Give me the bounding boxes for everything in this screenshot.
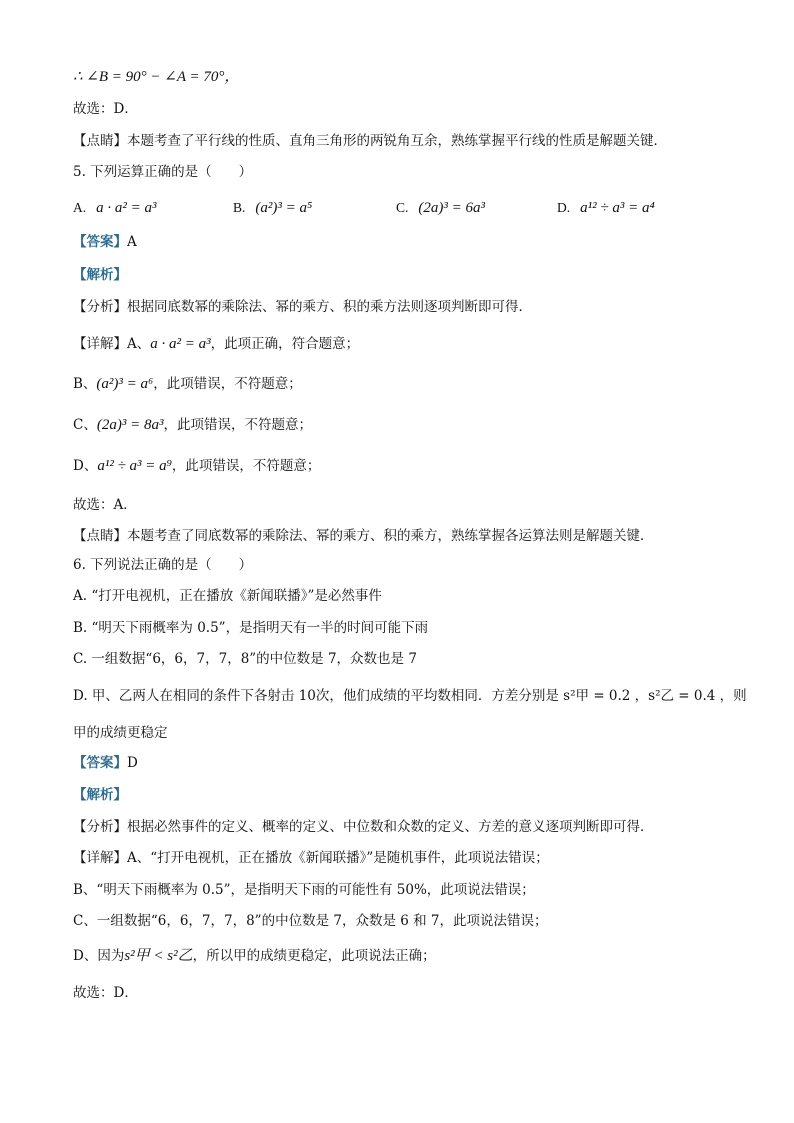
- line-choose-d: 故选：D．: [73, 101, 138, 117]
- question-6-title: 6. 下列说法正确的是（ ）: [73, 557, 253, 573]
- q6-detail-d: [73, 946, 436, 966]
- q5-option-b-label: B.: [233, 200, 246, 215]
- detail-d-expr: s²甲 < s²乙: [124, 948, 193, 964]
- detail-b-expr: (a²)³ = a⁶: [96, 376, 154, 392]
- detail-c-suffix: ，此项错误，不符题意；: [163, 417, 312, 433]
- q6-option-c: C. 一组数据“6，6，7，7，8”的中位数是 7，众数也是 7: [73, 651, 417, 667]
- q5-option-a-label: A.: [73, 200, 87, 215]
- q5-option-d-label: D.: [557, 200, 571, 215]
- q5-detail-c: [73, 415, 312, 435]
- q6-option-b: B. “明天下雨概率为 0.5”，是指明天有一半的时间可能下雨: [73, 620, 429, 636]
- question-5-title: 5. 下列运算正确的是（ ）: [73, 164, 253, 180]
- line-angle-b: [73, 67, 239, 87]
- q6-choose: 故选：D．: [73, 985, 138, 1001]
- q6-analysis-heading: [73, 785, 127, 805]
- line-comment-q4: 【点睛】本题考查了平行线的性质、直角三角形的两锐角互余，熟练掌握平行线的性质是解题关键．: [73, 133, 667, 149]
- detail-c-expr: (2a)³ = 8a³: [96, 417, 164, 433]
- answer-tag: 【答案】: [73, 234, 127, 250]
- q6-answer: [73, 753, 138, 773]
- q5-detail-b: [73, 374, 302, 394]
- q5-option-a-expr: a · a² = a³: [96, 200, 157, 216]
- analysis-tag: 【解析】: [73, 787, 127, 803]
- q5-option-c-label: C.: [396, 200, 409, 215]
- q6-detail-a: 【详解】A、“打开电视机，正在播放《新闻联播》”是随机事件，此项说法错误；: [73, 850, 549, 866]
- q6-analysis: 【分析】根据必然事件的定义、概率的定义、中位数和众数的定义、方差的意义逐项判断即可得．: [73, 819, 654, 835]
- q5-detail-a: [73, 334, 359, 354]
- q5-choose: 故选：A．: [73, 497, 137, 513]
- q5-option-b: [233, 198, 312, 218]
- q5-comment: 【点睛】本题考查了同底数幂的乘除法、幂的乘方、积的乘方，熟练掌握各运算法则是解题关键．: [73, 528, 654, 544]
- q6-option-d-cont: 甲的成绩更稳定: [73, 725, 168, 741]
- detail-d-suffix: ，所以甲的成绩更稳定，此项说法正确；: [192, 948, 436, 964]
- q5-option-d: [557, 198, 655, 218]
- q5-analysis: 【分析】根据同底数幂的乘除法、幂的乘方、积的乘方法则逐项判断即可得．: [73, 299, 532, 315]
- q5-option-a: [73, 198, 157, 218]
- detail-d-prefix: D、因为: [73, 948, 125, 964]
- answer-tag: 【答案】: [73, 755, 127, 771]
- q5-answer: [73, 232, 137, 252]
- detail-d-expr: a¹² ÷ a³ = a⁹: [97, 458, 172, 474]
- detail-a-expr: a · a² = a³: [150, 336, 211, 352]
- equation-angle-b: ∴ ∠B = 90° − ∠A = 70°，: [73, 69, 240, 85]
- detail-d-suffix: ，此项错误，不符题意；: [171, 458, 321, 474]
- detail-a-suffix: ，此项正确，符合题意；: [210, 336, 360, 352]
- detail-d-prefix: D、: [73, 458, 98, 474]
- q5-option-b-expr: (a²)³ = a⁵: [255, 200, 313, 216]
- q5-analysis-heading: [73, 265, 127, 285]
- detail-b-suffix: ，此项错误，不符题意；: [153, 376, 302, 392]
- q6-detail-b: B、“明天下雨概率为 0.5”，是指明天下雨的可能性有 50%，此项说法错误；: [73, 882, 535, 898]
- analysis-tag: 【解析】: [73, 267, 127, 283]
- answer-value: D: [127, 755, 138, 771]
- q6-option-d: D. 甲、乙两人在相同的条件下各射击 10次，他们成绩的平均数相同．方差分别是 s²甲 = 0.2 ，s²乙 = 0.4 ，则: [73, 688, 747, 704]
- answer-value: A: [127, 234, 137, 250]
- q5-option-d-expr: a¹² ÷ a³ = a⁴: [580, 200, 655, 216]
- detail-a-prefix: 【详解】A、: [73, 336, 151, 352]
- q5-option-c-expr: (2a)³ = 6a³: [418, 200, 485, 216]
- q5-option-c: [396, 198, 485, 218]
- q5-detail-d: [73, 456, 320, 476]
- detail-c-prefix: C、: [73, 417, 97, 433]
- q6-detail-c: C、一组数据“6，6，7，7，8”的中位数是 7，众数是 6 和 7，此项说法错误；: [73, 913, 548, 929]
- detail-b-prefix: B、: [73, 376, 97, 392]
- q6-option-a: A. “打开电视机，正在播放《新闻联播》”是必然事件: [73, 588, 382, 604]
